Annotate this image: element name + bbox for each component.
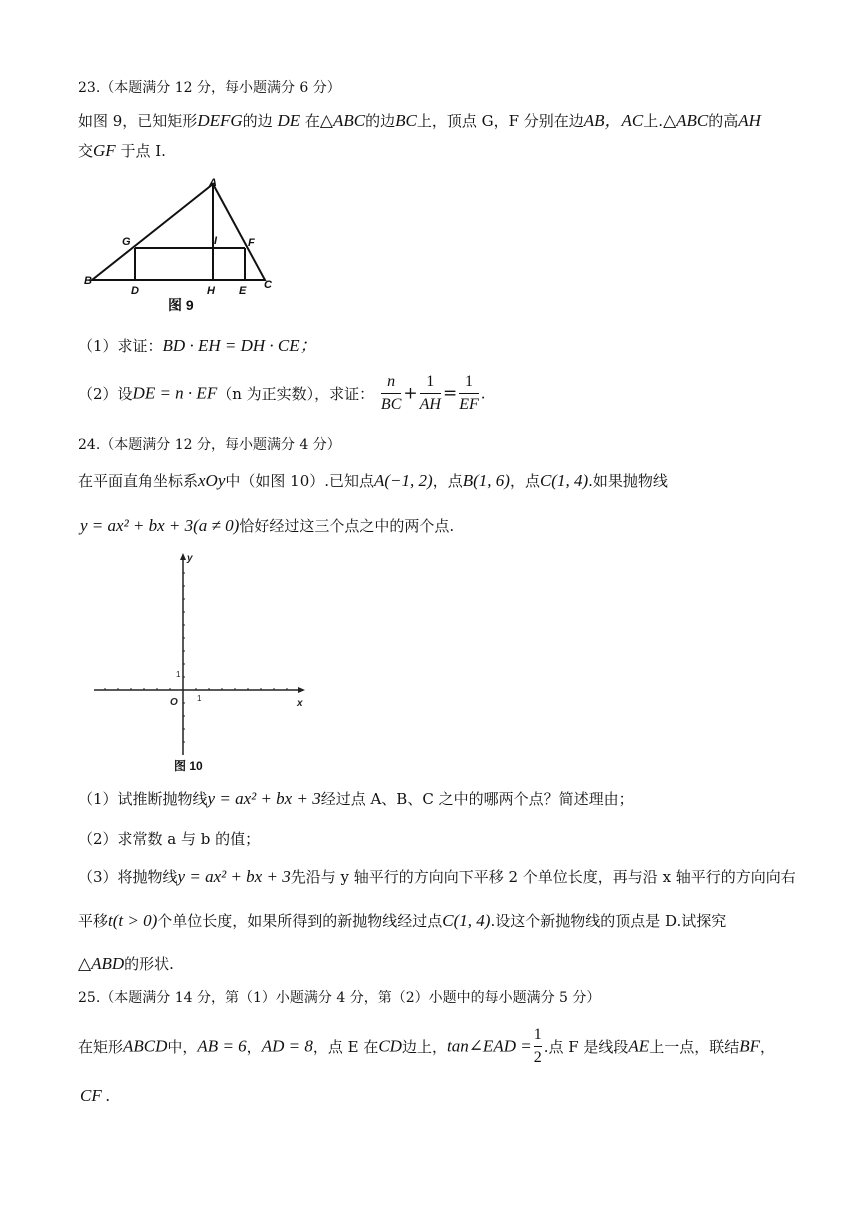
label-i: I [214,235,218,247]
q24-header: 24.（本题满分 12 分，每小题满分 4 分） [78,437,341,453]
q23-math-ab-ac: AB，AC [583,111,644,130]
q23-part1-math: BD · EH = DH · CE； [162,336,317,355]
x-axis-label: x [297,698,303,709]
q23-frac-1-ef: $\frac{1}{EF}$ [459,371,479,416]
q23-math-abc-2: △ABC [663,111,709,130]
q24-part1: （1）试推断抛物线y = ax² + bx + 3经过点 A、B、C 之中的哪两个点？简述理由； [78,789,634,808]
figure-9-caption: 图 9 [168,297,194,313]
q23-math-bc: BC [395,111,417,130]
q24-point-c: C(1, 4) [539,471,589,490]
q25-math-ad8: AD = 8 [261,1036,313,1056]
q23-part2: （2）设DE = n · EF（n 为正实数），求证： $\frac{n}{BC}$ + $\frac{1}{AH}$ = $\frac{1}{EF}$ . [78,371,486,416]
q25-frac-half: $\frac{1}{2}$ [534,1024,542,1069]
figure-10 [90,550,315,775]
q23-math-de: DE [277,111,301,130]
q23-stem-text: 如图 9，已知矩形 [78,112,198,130]
q25-header: 25.（本题满分 14 分，第（1）小题满分 4 分，第（2）小题中的每小题满分 5 分） [78,990,601,1006]
y-tick-1-label: 1 [176,670,181,679]
q25-math-ae: AE [628,1036,650,1056]
q24-part2: （2）求常数 a 与 b 的值； [78,830,261,848]
figure-9 [80,172,280,314]
q24-part1-math: y = ax² + bx + 3 [207,789,321,808]
x-axis-arrow [298,687,305,693]
label-b: B [84,275,92,287]
q24-part3-line3: △ABD的形状. [78,954,174,973]
x-tick-1-label: 1 [197,694,202,703]
label-e: E [239,285,247,297]
q24-point-b: B(1, 6) [462,471,510,490]
q23-part2-math: DE = n · EF [132,383,218,403]
q25-math-bf: BF [739,1036,760,1056]
q23-math-abc: △ABC [319,111,366,130]
q25-math-cf: CF . [80,1086,111,1105]
q23-header: 23.（本题满分 12 分，每小题满分 6 分） [78,80,341,96]
origin-label: O [170,697,178,708]
q23-part1: （1）求证：BD · EH = DH · CE； [78,336,317,355]
q23-frac-1-ah: $\frac{1}{AH}$ [420,371,441,416]
triangle-abc [92,184,265,280]
q23-math-ah: AH [738,111,761,130]
q24-part3-point-c: C(1, 4) [442,911,491,930]
label-d: D [131,285,139,297]
q23-math-defg: DEFG [197,111,243,130]
q25-math-tan: tan∠EAD = [446,1036,532,1056]
label-h: H [207,285,215,297]
q23-math-gf: GF [93,141,116,160]
q25-stem-line2 [80,1086,110,1106]
label-a: A [209,177,217,189]
figure-10-caption: 图 10 [174,759,203,773]
q24-part3-line1: （3）将抛物线y = ax² + bx + 3先沿与 y 轴平行的方向向下平移 2 个单位长度，再与沿 x 轴平行的方向向右 [78,867,796,886]
label-g: G [122,236,131,248]
q24-stem-line2: y = ax² + bx + 3(a ≠ 0)恰好经过这三个点之中的两个点. [80,516,455,535]
q24-math-xoy: xOy [198,471,226,490]
label-c: C [264,279,272,291]
q24-part3-line2: 平移t(t > 0)个单位长度，如果所得到的新抛物线经过点C(1, 4).设这个新抛物线的顶点是 D.试探究 [78,911,727,930]
q25-stem-line1: 在矩形ABCD中，AB = 6，AD = 8，点 E 在CD边上，tan∠EAD = $\frac{1}{2}$ .点 F 是线段AE上一点，联结BF， [78,1024,775,1069]
q25-math-cd: CD [378,1036,402,1056]
q24-point-a: A(−1, 2) [374,471,433,490]
y-axis-arrow [180,553,186,560]
q24-part3-math: y = ax² + bx + 3 [177,867,291,886]
label-f: F [248,237,255,249]
y-axis-label: y [187,553,193,564]
q23-stem-line1: 如图 9，已知矩形DEFG的边 DE 在△ABC的边BC上，顶点 G，F 分别在边AB，AC上.△ABC的高AH [78,111,761,130]
q23-stem-line2: 交GF 于点 I. [78,141,166,160]
q24-part3-t: t(t > 0) [108,911,158,930]
q24-parabola-eq: y = ax² + bx + 3(a ≠ 0) [80,516,240,535]
q24-stem-line1: 在平面直角坐标系xOy中（如图 10）.已知点A(−1, 2)，点B(1, 6)，点C(1, 4).如果抛物线 [78,471,668,490]
q24-triangle-abd: △ABD [78,954,125,973]
q25-math-abcd: ABCD [123,1036,168,1056]
q25-math-ab6: AB = 6 [197,1036,247,1056]
q23-frac-n-bc: $\frac{n}{BC}$ [381,371,401,416]
